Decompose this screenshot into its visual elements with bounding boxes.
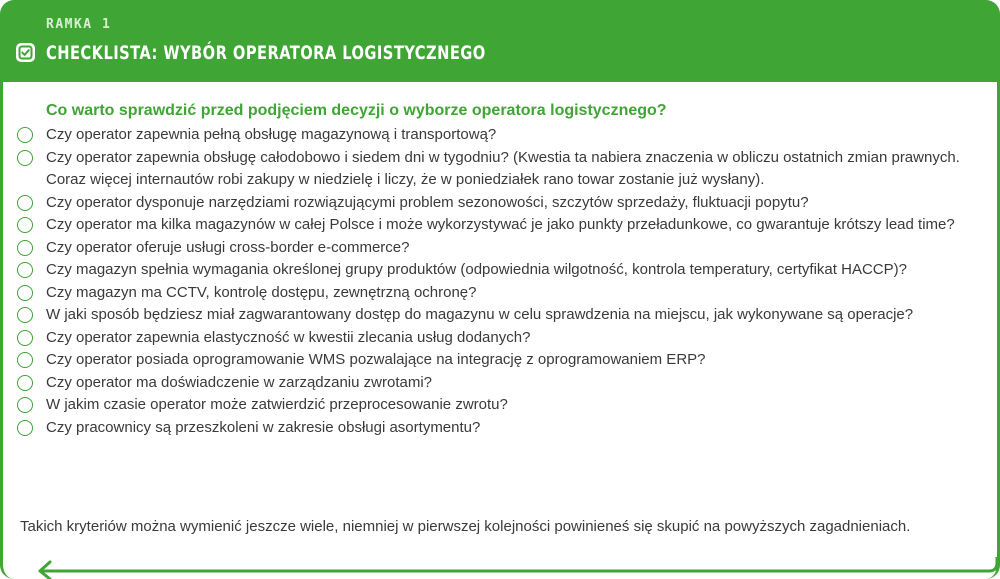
checklist-item bbox=[0, 282, 1000, 305]
checklist-item bbox=[0, 349, 1000, 372]
checkbox-circle-icon[interactable] bbox=[17, 330, 33, 346]
checklist-item bbox=[0, 394, 1000, 417]
checklist-item-text: W jaki sposób będziesz miał zagwarantowany dostęp do magazynu w celu sprawdzenia na miejscu, jak wykonywane są operacje? bbox=[46, 306, 914, 323]
checklist-question: Co warto sprawdzić przed podjęciem decyzji o wyborze operatora logistycznego? bbox=[46, 102, 667, 119]
checklist-item-text: Czy operator zapewnia elastyczność w kwestii zlecania usług dodanych? bbox=[46, 328, 531, 346]
checklist-item bbox=[0, 417, 1000, 440]
checklist-item bbox=[0, 259, 1000, 282]
checklist-item bbox=[0, 327, 1000, 350]
checklist-item-text: Czy operator zapewnia obsługę całodobowo i siedem dni w tygodniu? (Kwestia ta nabiera znaczenia w obliczu ostatnich zmian prawnych. Coraz więcej internautów robi zakupy w niedzielę i liczy, że w poniedziałek rano towar zostanie już wysłany). bbox=[46, 148, 960, 188]
checklist-item bbox=[0, 304, 1000, 327]
checklist-item-text: Czy operator ma kilka magazynów w całej Polsce i może wykorzystywać je jako punkty przeładunkowe, co gwarantuje krótszy lead time? bbox=[46, 216, 955, 233]
checklist-item bbox=[0, 147, 1000, 192]
checkbox-circle-icon[interactable] bbox=[17, 352, 33, 368]
checklist-item bbox=[0, 237, 1000, 260]
checkbox-circle-icon[interactable] bbox=[17, 262, 33, 278]
checklist-item-text: W jakim czasie operator może zatwierdzić przeprocesowanie zwrotu? bbox=[46, 396, 508, 413]
checkbox-circle-icon[interactable] bbox=[17, 307, 33, 323]
checkbox-circle-icon[interactable] bbox=[17, 127, 33, 143]
checklist-item-text: Czy operator zapewnia pełną obsługę magazynową i transportową? bbox=[46, 126, 497, 143]
checkbox-circle-icon[interactable] bbox=[17, 240, 33, 256]
footer-note: Takich kryteriów można wymienić jeszcze wiele, niemniej w pierwszej kolejności powinieneś się skupić na powyższych zagadnieniach. bbox=[20, 518, 911, 535]
checkbox-icon bbox=[16, 43, 35, 62]
arrow-left-icon bbox=[36, 557, 1000, 579]
checklist-item-text: Czy magazyn ma CCTV, kontrolę dostępu, zewnętrzną ochronę? bbox=[46, 283, 477, 301]
checkbox-circle-icon[interactable] bbox=[17, 397, 33, 413]
checkbox-circle-icon[interactable] bbox=[17, 150, 33, 166]
checkbox-circle-icon[interactable] bbox=[17, 195, 33, 211]
checkbox-circle-icon[interactable] bbox=[17, 375, 33, 391]
checklist-item-text: Czy operator dysponuje narzędziami rozwiązującymi problem sezonowości, szczytów sprzedaży, fluktuacji popytu? bbox=[46, 193, 809, 211]
checklist-item bbox=[0, 372, 1000, 395]
checklist-item-text: Czy operator oferuje usługi cross-border e-commerce? bbox=[46, 238, 410, 256]
content-area bbox=[3, 82, 997, 102]
checklist-item bbox=[0, 192, 1000, 215]
box-label: RAMKA 1 bbox=[46, 17, 112, 32]
checkbox-circle-icon[interactable] bbox=[17, 285, 33, 301]
checklist-item-text: Czy operator ma doświadczenie w zarządzaniu zwrotami? bbox=[46, 373, 433, 391]
checklist-item-text: Czy magazyn spełnia wymagania określonej grupy produktów (odpowiednia wilgotność, kontrola temperatury, certyfikat HACCP)? bbox=[46, 261, 907, 278]
box-title: CHECKLISTA: WYBÓR OPERATORA LOGISTYCZNEGO bbox=[46, 42, 486, 64]
checklist-item bbox=[0, 214, 1000, 237]
checklist-item-text: Czy pracownicy są przeszkoleni w zakresie obsługi asortymentu? bbox=[46, 418, 481, 436]
checklist-item-text: Czy operator posiada oprogramowanie WMS pozwalające na integrację z oprogramowaniem ERP? bbox=[46, 351, 706, 368]
checklist-item bbox=[0, 124, 1000, 147]
checklist bbox=[0, 124, 1000, 439]
checkbox-circle-icon[interactable] bbox=[17, 217, 33, 233]
checkbox-circle-icon[interactable] bbox=[17, 420, 33, 436]
